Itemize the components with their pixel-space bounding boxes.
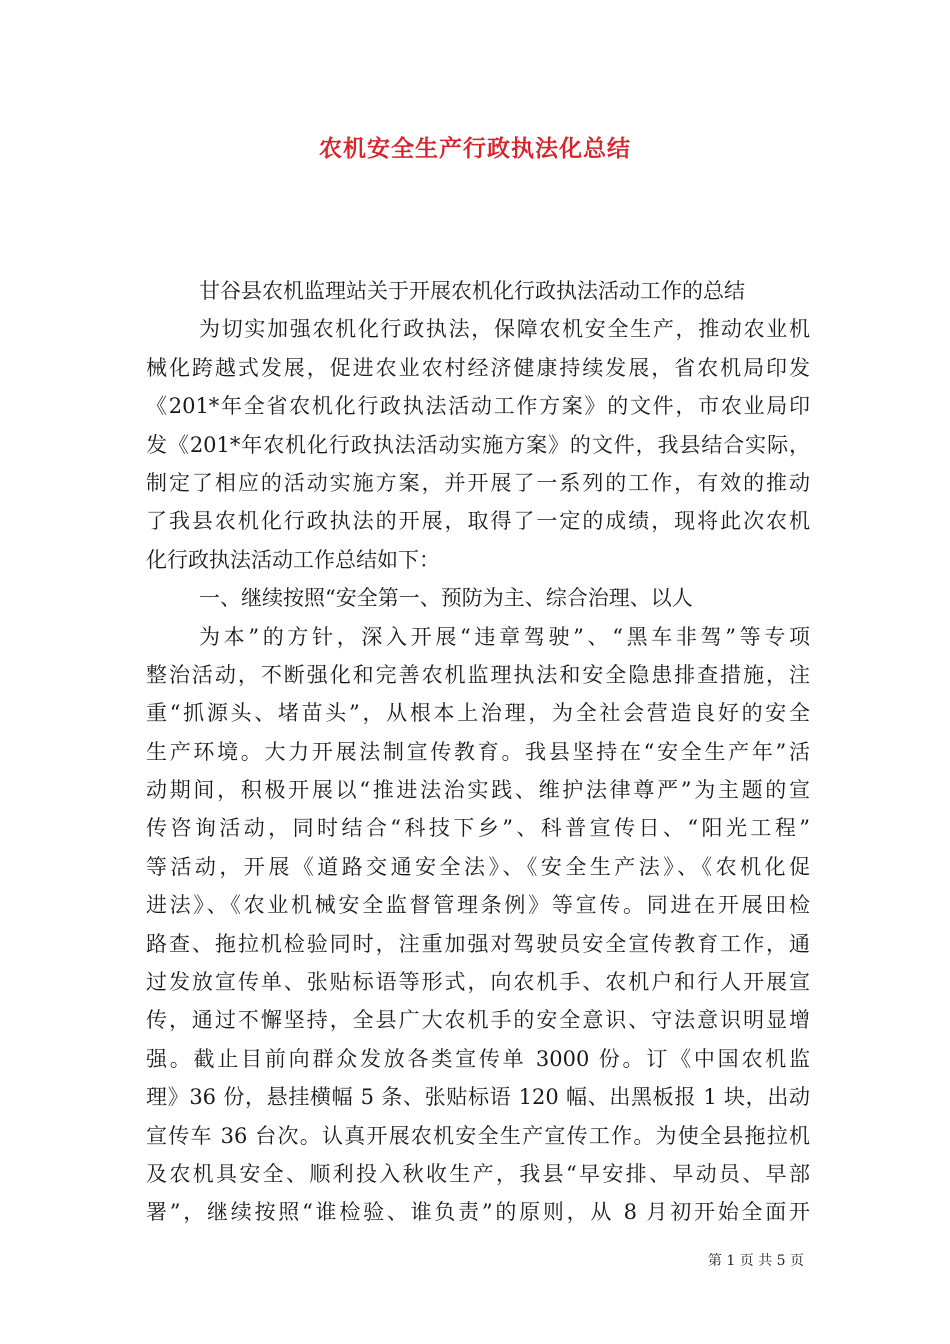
body-line: 过发放宣传单、张贴标语等形式，向农机手、农机户和行人开展宣 (146, 970, 810, 995)
body-line: 进法》、《农业机械安全监督管理条例》等宣传。同进在开展田检 (146, 893, 810, 918)
body-line: 化行政执法活动工作总结如下： (146, 547, 440, 572)
body-line: 制定了相应的活动实施方案，并开展了一系列的工作，有效的推动 (146, 470, 810, 495)
body-line: 理》36 份，悬挂横幅 5 条、张贴标语 120 幅、出黑板报 1 块，出动 (146, 1085, 810, 1110)
body-line: 一、继续按照“安全第一、预防为主、综合治理、以人 (199, 586, 693, 611)
body-line: 了我县农机化行政执法的开展，取得了一定的成绩，现将此次农机 (146, 509, 810, 534)
body-line: 传，通过不懈坚持，全县广大农机手的安全意识、守法意识明显增 (146, 1008, 810, 1033)
body-line: 动期间，积极开展以“推进法治实践、维护法律尊严”为主题的宣 (146, 778, 810, 803)
page-number: 第 1 页 共 5 页 (707, 1253, 804, 1269)
body-line: 发《201*年农机化行政执法活动实施方案》的文件，我县结合实际， (146, 432, 810, 457)
body-line: 及农机具安全、顺利投入秋收生产，我县“早安排、早动员、早部 (146, 1161, 810, 1186)
body-line: 署”，继续按照“谁检验、谁负责”的原则，从 8 月初开始全面开 (146, 1200, 810, 1225)
body-line: 械化跨越式发展，促进农业农村经济健康持续发展，省农机局印发 (146, 355, 810, 380)
body-line: 《201*年全省农机化行政执法活动工作方案》的文件，市农业局印 (146, 394, 810, 419)
body-line: 整治活动，不断强化和完善农机监理执法和安全隐患排查措施，注 (146, 662, 810, 687)
document-body (146, 272, 810, 1232)
body-line: 重“抓源头、堵苗头”，从根本上治理，为全社会营造良好的安全 (146, 701, 810, 726)
body-line: 传咨询活动，同时结合“科技下乡”、科普宣传日、“阳光工程” (146, 816, 810, 841)
body-line: 宣传车 36 台次。认真开展农机安全生产宣传工作。为使全县拖拉机 (146, 1123, 810, 1148)
body-line: 甘谷县农机监理站关于开展农机化行政执法活动工作的总结 (199, 279, 745, 303)
document-title: 农机安全生产行政执法化总结 (319, 135, 631, 162)
body-line: 等活动，开展《道路交通安全法》、《安全生产法》、《农机化促 (146, 854, 810, 879)
body-line: 为本”的方针，深入开展“违章驾驶”、“黑车非驾”等专项 (199, 624, 810, 649)
body-line: 生产环境。大力开展法制宣传教育。我县坚持在“安全生产年”活 (146, 739, 810, 764)
body-line: 路查、拖拉机检验同时，注重加强对驾驶员安全宣传教育工作，通 (146, 931, 810, 956)
body-line: 为切实加强农机化行政执法，保障农机安全生产，推动农业机 (199, 317, 810, 342)
body-line: 强。截止目前向群众发放各类宣传单 3000 份。订《中国农机监 (146, 1046, 810, 1071)
